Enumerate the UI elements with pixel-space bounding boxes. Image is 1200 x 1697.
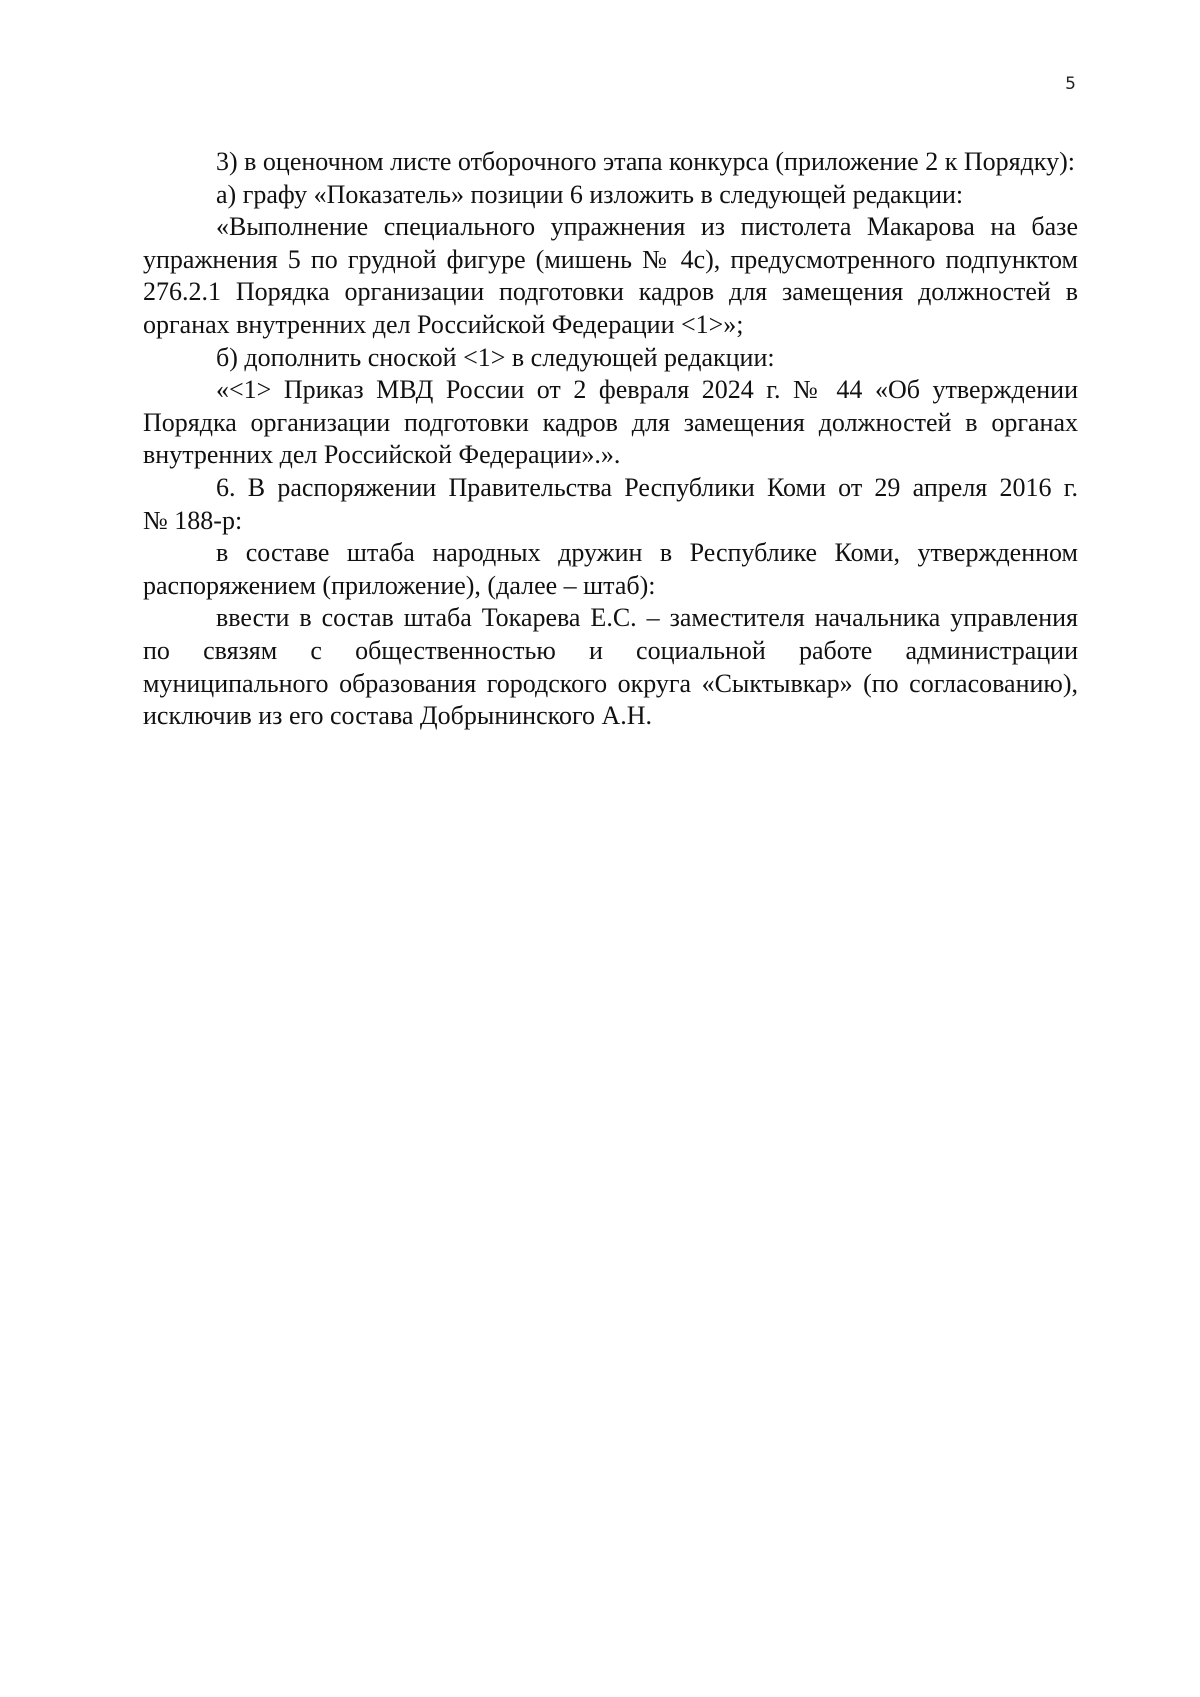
paragraph-indicator-column: а) графу «Показатель» позиции 6 изложить в следующей редакции: — [216, 179, 964, 209]
page-number: 5 — [1065, 74, 1076, 94]
paragraph-add-footnote: б) дополнить сноской <1> в следующей редакции: — [216, 342, 775, 372]
paragraph-footnote-text: «<1> Приказ МВД России от 2 февраля 2024 г. № 44 «Об утверждении Порядка организации подготовки кадров для замещения должностей в органах внутренних дел Российской Федерации».». — [143, 375, 1078, 470]
document-body — [143, 146, 1078, 733]
paragraph-exercise-wording: «Выполнение специального упражнения из пистолета Макарова на базе упражнения 5 по грудной фигуре (мишень № 4с), предусмотренного подпунктом 276.2.1 Порядка организации подготовки кадров для замещения должностей в органах внутренних дел Российской Федерации <1>»; — [143, 212, 1078, 339]
paragraph-staff-change: ввести в состав штаба Токарева Е.С. – заместителя начальника управления по связям с общественностью и социальной работе администрации муниципального образования городского округа «Сыктывкар» (по согласованию), исключив из его состава Добрынинского А.Н. — [143, 603, 1078, 731]
paragraph-staff-composition: в составе штаба народных дружин в Республике Коми, утвержденном распоряжением (приложение), (далее – штаб): — [143, 538, 1078, 600]
paragraph-evaluation-sheet: 3) в оценочном листе отборочного этапа конкурса (приложение 2 к Порядку): — [216, 147, 1075, 176]
paragraph-government-order: 6. В распоряжении Правительства Республики Коми от 29 апреля 2016 г. № 188-р: — [143, 472, 1078, 535]
